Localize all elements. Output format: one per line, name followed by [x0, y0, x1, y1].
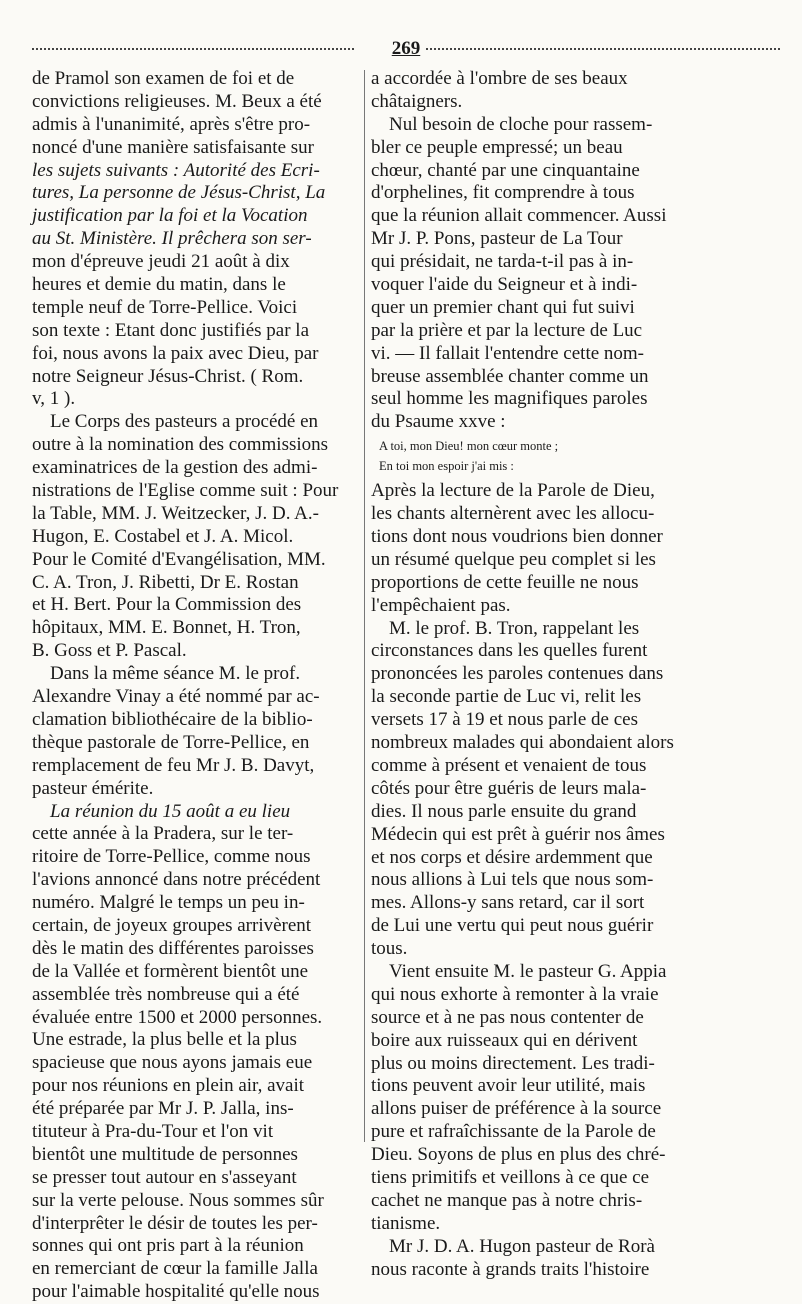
text-line: prononcées les paroles contenues dans — [371, 663, 664, 685]
text-line: dies. Il nous parle ensuite du grand — [371, 800, 637, 822]
text-line: convictions religieuses. M. Beux a été — [32, 90, 322, 112]
text-line: tures, La personne de Jésus-Christ, La — [32, 182, 326, 204]
text-line: noncé d'une manière satisfaisante sur — [32, 136, 314, 158]
text-line: mon d'épreuve jeudi 21 août à dix — [32, 251, 290, 273]
text-line: en remerciant de cœur la famille Jalla — [32, 1258, 318, 1280]
text-line: admis à l'unanimité, après s'être pro- — [32, 113, 311, 135]
text-line: la seconde partie de Luc vi, relit les — [371, 686, 642, 708]
column-divider — [364, 70, 365, 1142]
text-line: spacieuse que nous ayons jamais eue — [32, 1052, 313, 1074]
text-line: et H. Bert. Pour la Commission des — [32, 594, 302, 616]
text-line: tiens primitifs et veillons à ce que ce — [371, 1166, 650, 1188]
text-line: Alexandre Vinay a été nommé par ac- — [32, 686, 320, 708]
text-line: thèque pastorale de Torre-Pellice, en — [32, 731, 310, 753]
text-line: ritoire de Torre-Pellice, comme nous — [32, 846, 311, 868]
left-column — [32, 68, 354, 1304]
text-line: sur la verte pelouse. Nous sommes sûr — [32, 1189, 324, 1211]
text-line: boire aux ruisseaux qui en dérivent — [371, 1029, 638, 1051]
text-line: source et à ne pas nous contenter de — [371, 1006, 644, 1028]
page-header — [32, 38, 780, 58]
text-line: assemblée très nombreuse qui a été — [32, 983, 300, 1005]
text-line: Pour le Comité d'Evangélisation, MM. — [32, 548, 326, 570]
text-line: allons puiser de préférence à la source — [371, 1098, 662, 1120]
text-line: Mr J. D. A. Hugon pasteur de Rorà — [389, 1235, 655, 1257]
text-line: comme à présent et venaient de tous — [371, 754, 647, 776]
text-line: C. A. Tron, J. Ribetti, Dr E. Rostan — [32, 571, 299, 593]
text-line: et nos corps et désire ardemment que — [371, 846, 653, 868]
text-line: notre Seigneur Jésus-Christ. ( Rom. — [32, 365, 304, 387]
text-line: cette année à la Pradera, sur le ter- — [32, 823, 294, 845]
text-line: temple neuf de Torre-Pellice. Voici — [32, 296, 298, 318]
text-line: les sujets suivants : Autorité des Ecri- — [32, 159, 320, 181]
text-line: remplacement de feu Mr J. B. Davyt, — [32, 754, 315, 776]
text-line: outre à la nomination des commissions — [32, 434, 329, 456]
text-line: qui nous exhorte à remonter à la vraie — [371, 983, 659, 1005]
text-line: voquer l'aide du Seigneur et à indi- — [371, 274, 638, 296]
text-line: les chants alternèrent avec les allocu- — [371, 503, 655, 525]
text-line: nous allions à Lui tels que nous som- — [371, 869, 654, 891]
text-line: un résumé quelque peu complet si les — [371, 548, 656, 570]
psalm-quote — [371, 436, 697, 476]
text-line: tions peuvent avoir leur utilité, mais — [371, 1075, 646, 1097]
text-line: Nul besoin de cloche pour rassem- — [389, 113, 653, 135]
text-line: M. le prof. B. Tron, rappelant les — [389, 617, 640, 639]
text-line: pour l'aimable hospitalité qu'elle nous — [32, 1281, 320, 1303]
text-line: numéro. Malgré le temps un peu in- — [32, 892, 305, 914]
text-line: côtés pour être guéris de leurs mala- — [371, 777, 647, 799]
text-line: pure et rafraîchissante de la Parole de — [371, 1121, 656, 1143]
text-line: tianisme. — [371, 1212, 441, 1234]
text-line: qui présidait, ne tarda-t-il pas à in- — [371, 251, 634, 273]
text-line: Une estrade, la plus belle et la plus — [32, 1029, 297, 1051]
header-rule-left — [32, 48, 354, 50]
text-line: son texte : Etant donc justifiés par la — [32, 319, 310, 341]
text-line: nistrations de l'Eglise comme suit : Pour — [32, 480, 339, 502]
text-line: Dans la même séance M. le prof. — [50, 663, 301, 685]
text-line: tions dont nous voudrions bien donner — [371, 526, 663, 548]
text-line: clamation bibliothécaire de la biblio- — [32, 708, 313, 730]
quote-line: En toi mon espoir j'ai mis : — [379, 459, 514, 474]
text-line: du Psaume xxve : — [371, 411, 506, 433]
text-line: quer un premier chant qui fut suivi — [371, 296, 635, 318]
text-line: sonnes qui ont pris part à la réunion — [32, 1235, 304, 1257]
text-line: Mr J. P. Pons, pasteur de La Tour — [371, 228, 623, 250]
text-line: vi. — Il fallait l'entendre cette nom- — [371, 342, 645, 364]
text-line: par la prière et par la lecture de Luc — [371, 319, 643, 341]
text-line: dès le matin des différentes paroisses — [32, 937, 314, 959]
text-line: châtaigners. — [371, 90, 463, 112]
text-line: nombreux malades qui abondaient alors — [371, 732, 674, 754]
text-line: B. Goss et P. Pascal. — [32, 640, 187, 662]
text-line: proportions de cette feuille ne nous — [371, 571, 639, 593]
text-line: pasteur émérite. — [32, 777, 154, 799]
text-line: plus ou moins directement. Les tradi- — [371, 1052, 655, 1074]
text-line: seul homme les magnifiques paroles — [371, 388, 648, 410]
text-line: bler ce peuple empressé; un beau — [371, 136, 623, 158]
text-line: se presser tout autour en s'asseyant — [32, 1166, 297, 1188]
text-line: a accordée à l'ombre de ses beaux — [371, 68, 628, 89]
text-line: v, 1 ). — [32, 388, 76, 410]
text-line: La réunion du 15 août a eu lieu — [50, 800, 291, 822]
text-line: été préparée par Mr J. P. Jalla, ins- — [32, 1098, 294, 1120]
text-line: que la réunion allait commencer. Aussi — [371, 205, 667, 227]
text-line: pour nos réunions en plein air, avait — [32, 1075, 305, 1097]
text-line: circonstances dans les quelles furent — [371, 640, 648, 662]
text-line: certain, de joyeux groupes arrivèrent — [32, 914, 312, 936]
text-line: versets 17 à 19 et nous parle de ces — [371, 709, 638, 731]
text-line: bientôt une multitude de personnes — [32, 1143, 298, 1165]
text-line: d'interprêter le désir de toutes les per- — [32, 1212, 318, 1234]
text-line: nous raconte à grands traits l'histoire — [371, 1258, 650, 1280]
text-line: l'empêchaient pas. — [371, 594, 511, 616]
text-line: de la Vallée et formèrent bientôt une — [32, 960, 309, 982]
right-column — [371, 68, 697, 1281]
text-line: foi, nous avons la paix avec Dieu, par — [32, 342, 319, 364]
text-line: d'orphelines, fit comprendre à tous — [371, 182, 635, 204]
text-line: tous. — [371, 938, 408, 960]
text-line: au St. Ministère. Il prêchera son ser- — [32, 228, 312, 250]
text-line: heures et demie du matin, dans le — [32, 274, 286, 296]
quote-line: A toi, mon Dieu! mon cœur monte ; — [379, 439, 559, 454]
text-line: de Lui une vertu qui peut nous guérir — [371, 915, 654, 937]
text-line: de Pramol son examen de foi et de — [32, 68, 295, 89]
text-line: mes. Allons-y sans retard, car il sort — [371, 892, 645, 914]
page-number: 269 — [388, 38, 425, 60]
text-line: tituteur à Pra-du-Tour et l'on vit — [32, 1120, 274, 1142]
text-line: justification par la foi et la Vocation — [32, 205, 308, 227]
text-line: l'avions annoncé dans notre précédent — [32, 869, 321, 891]
text-line: chœur, chanté par une cinquantaine — [371, 159, 640, 181]
text-line: Dieu. Soyons de plus en plus des chré- — [371, 1144, 666, 1166]
text-line: Vient ensuite M. le pasteur G. Appia — [389, 960, 667, 982]
text-line: hôpitaux, MM. E. Bonnet, H. Tron, — [32, 617, 301, 639]
text-line: Après la lecture de la Parole de Dieu, — [371, 480, 655, 502]
text-line: Le Corps des pasteurs a procédé en — [50, 411, 319, 433]
text-line: la Table, MM. J. Weitzecker, J. D. A.- — [32, 502, 319, 524]
text-line: Médecin qui est prêt à guérir nos âmes — [371, 823, 665, 845]
text-line: examinatrices de la gestion des admi- — [32, 457, 318, 479]
text-line: cachet ne manque pas à notre chris- — [371, 1189, 643, 1211]
header-rule-right — [414, 48, 780, 50]
text-line: Hugon, E. Costabel et J. A. Micol. — [32, 525, 294, 547]
text-line: évaluée entre 1500 et 2000 personnes. — [32, 1006, 323, 1028]
text-line: breuse assemblée chanter comme un — [371, 365, 649, 387]
